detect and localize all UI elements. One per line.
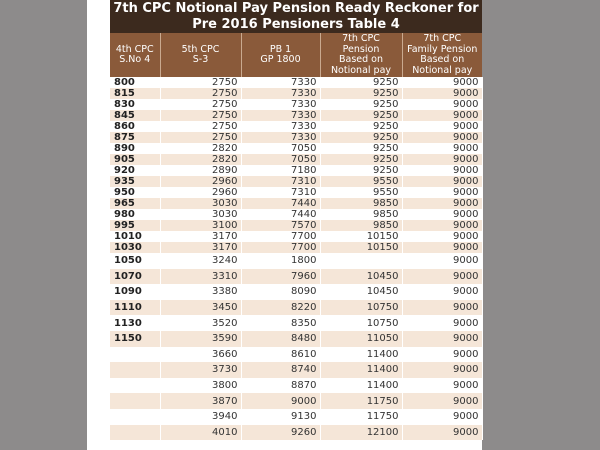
table-cell: 3240 xyxy=(160,253,241,269)
table-cell: 920 xyxy=(110,165,160,176)
table-cell: 935 xyxy=(110,176,160,187)
table-cell xyxy=(110,393,160,409)
column-header-3 xyxy=(241,33,320,77)
table-cell: 9000 xyxy=(402,209,482,220)
table-row xyxy=(110,253,482,269)
column-header-2 xyxy=(160,33,241,77)
table-cell: 9250 xyxy=(320,77,402,88)
table-cell: 8090 xyxy=(241,284,320,300)
table-cell: 9850 xyxy=(320,220,402,231)
table-cell: 3170 xyxy=(160,231,241,242)
header-line: Based on xyxy=(420,54,465,65)
table-cell: 9000 xyxy=(402,176,482,187)
table-cell: 9000 xyxy=(402,187,482,198)
table-cell: 860 xyxy=(110,121,160,132)
table-cell: 3870 xyxy=(160,393,241,409)
table-cell: 800 xyxy=(110,77,160,88)
table-row xyxy=(110,132,482,143)
table-row xyxy=(110,110,482,121)
table-cell: 3450 xyxy=(160,300,241,316)
table-row xyxy=(110,409,482,425)
table-cell: 9000 xyxy=(241,393,320,409)
table-cell: 11400 xyxy=(320,362,402,378)
table-row xyxy=(110,88,482,99)
table-cell: 10750 xyxy=(320,300,402,316)
table-cell: 10450 xyxy=(320,284,402,300)
table-cell: 3030 xyxy=(160,209,241,220)
table-cell: 8870 xyxy=(241,378,320,394)
table-cell: 9000 xyxy=(402,165,482,176)
table-cell: 3380 xyxy=(160,284,241,300)
table-cell: 1800 xyxy=(241,253,320,269)
table-cell: 2750 xyxy=(160,132,241,143)
table-cell: 7330 xyxy=(241,88,320,99)
table-cell: 9000 xyxy=(402,409,482,425)
table-cell: 2820 xyxy=(160,154,241,165)
table-cell: 7310 xyxy=(241,187,320,198)
header-line: Pension xyxy=(342,43,380,55)
table-cell: 9000 xyxy=(402,425,482,441)
table-cell xyxy=(320,253,402,269)
table-row xyxy=(110,187,482,198)
column-header-4 xyxy=(320,33,402,77)
table-cell xyxy=(110,347,160,363)
table-cell: 845 xyxy=(110,110,160,121)
table-cell: 9000 xyxy=(402,300,482,316)
table-cell: 875 xyxy=(110,132,160,143)
table-cell: 9000 xyxy=(402,154,482,165)
table-row xyxy=(110,198,482,209)
table-cell: 11750 xyxy=(320,409,402,425)
table-cell: 9000 xyxy=(402,284,482,300)
table-cell: 3730 xyxy=(160,362,241,378)
table-cell: 3170 xyxy=(160,242,241,253)
table-cell: 10150 xyxy=(320,231,402,242)
table-cell: 890 xyxy=(110,143,160,154)
table-cell: 9250 xyxy=(320,110,402,121)
table-cell: 9250 xyxy=(320,154,402,165)
table-cell: 7330 xyxy=(241,132,320,143)
table-cell xyxy=(110,425,160,441)
table-cell: 2750 xyxy=(160,88,241,99)
table-cell: 2750 xyxy=(160,99,241,110)
table-cell: 9250 xyxy=(320,132,402,143)
table-cell: 2750 xyxy=(160,77,241,88)
header-line: 4th CPC xyxy=(115,43,154,55)
table-cell: 2750 xyxy=(160,110,241,121)
table-cell: 3030 xyxy=(160,198,241,209)
table-cell: 8740 xyxy=(241,362,320,378)
table-row xyxy=(110,269,482,285)
table-row xyxy=(110,393,482,409)
table-cell: 9260 xyxy=(241,425,320,441)
table-cell: 1130 xyxy=(110,315,160,331)
table-cell: 9000 xyxy=(402,393,482,409)
table-cell: 9000 xyxy=(402,88,482,99)
table-cell: 7960 xyxy=(241,269,320,285)
table-cell: 1070 xyxy=(110,269,160,285)
table-row xyxy=(110,121,482,132)
table-row xyxy=(110,77,482,88)
table-cell: 7440 xyxy=(241,209,320,220)
header-line: Based on xyxy=(338,54,384,65)
table-row xyxy=(110,220,482,231)
table-cell: 3590 xyxy=(160,331,241,347)
table-cell xyxy=(110,378,160,394)
table-cell: 8350 xyxy=(241,315,320,331)
table-cell: 905 xyxy=(110,154,160,165)
table-cell: 9250 xyxy=(320,99,402,110)
column-header-1 xyxy=(110,33,160,77)
table-row xyxy=(110,165,482,176)
table-cell: 9250 xyxy=(320,88,402,99)
table-title xyxy=(110,0,482,33)
table-cell: 1090 xyxy=(110,284,160,300)
table-row xyxy=(110,425,482,441)
table-row xyxy=(110,176,482,187)
table-cell: 9850 xyxy=(320,209,402,220)
table-cell: 8220 xyxy=(241,300,320,316)
header-row xyxy=(110,33,482,77)
table-row xyxy=(110,242,482,253)
table-cell: 995 xyxy=(110,220,160,231)
table-cell: 9000 xyxy=(402,269,482,285)
table-cell: 9550 xyxy=(320,176,402,187)
table-cell: 8610 xyxy=(241,347,320,363)
table-cell: 9000 xyxy=(402,347,482,363)
header-line: Notional pay xyxy=(412,64,473,76)
table-row xyxy=(110,300,482,316)
table-row xyxy=(110,378,482,394)
table-cell: 10750 xyxy=(320,315,402,331)
table-cell: 12100 xyxy=(320,425,402,441)
table-cell: 1030 xyxy=(110,242,160,253)
table-cell: 10450 xyxy=(320,269,402,285)
table-cell: 9000 xyxy=(402,132,482,143)
table-cell xyxy=(110,362,160,378)
column-header-5 xyxy=(402,33,482,77)
table-row xyxy=(110,99,482,110)
table-cell: 1110 xyxy=(110,300,160,316)
table-row xyxy=(110,143,482,154)
table-row xyxy=(110,362,482,378)
table-cell: 4010 xyxy=(160,425,241,441)
table-cell: 11050 xyxy=(320,331,402,347)
table-cell: 1010 xyxy=(110,231,160,242)
table-cell: 9000 xyxy=(402,331,482,347)
table-cell: 7440 xyxy=(241,198,320,209)
table-cell: 8480 xyxy=(241,331,320,347)
table-cell: 3100 xyxy=(160,220,241,231)
table-cell: 3520 xyxy=(160,315,241,331)
table-cell: 9000 xyxy=(402,198,482,209)
table-cell: 980 xyxy=(110,209,160,220)
header-line: 7th CPC xyxy=(423,33,462,44)
table-cell: 9130 xyxy=(241,409,320,425)
table-cell: 9250 xyxy=(320,165,402,176)
table-cell: 11400 xyxy=(320,347,402,363)
table-cell: 2750 xyxy=(160,121,241,132)
table-cell: 2960 xyxy=(160,187,241,198)
header-line: GP 1800 xyxy=(260,54,301,65)
table-cell: 9000 xyxy=(402,253,482,269)
table-cell: 7330 xyxy=(241,99,320,110)
table-row xyxy=(110,315,482,331)
table-cell: 7310 xyxy=(241,176,320,187)
table-cell: 2890 xyxy=(160,165,241,176)
table-cell: 815 xyxy=(110,88,160,99)
header-line: 7th CPC xyxy=(342,33,380,44)
table-cell: 2960 xyxy=(160,176,241,187)
table-cell: 9000 xyxy=(402,378,482,394)
header-line: S.No 4 xyxy=(119,54,151,65)
table-cell: 9000 xyxy=(402,220,482,231)
table-cell: 11400 xyxy=(320,378,402,394)
table-cell: 965 xyxy=(110,198,160,209)
title-line-1: 7th CPC Notional Pay Pension Ready Reckoner for xyxy=(113,1,479,16)
table-cell: 7180 xyxy=(241,165,320,176)
table-cell: 9000 xyxy=(402,77,482,88)
table-cell: 9250 xyxy=(320,121,402,132)
table-cell: 950 xyxy=(110,187,160,198)
table-row xyxy=(110,154,482,165)
table-cell: 9000 xyxy=(402,231,482,242)
table-cell: 3310 xyxy=(160,269,241,285)
table-cell: 3800 xyxy=(160,378,241,394)
table-cell: 7330 xyxy=(241,110,320,121)
table-cell: 2820 xyxy=(160,143,241,154)
table-cell: 9000 xyxy=(402,362,482,378)
table-row xyxy=(110,209,482,220)
table-cell: 9000 xyxy=(402,143,482,154)
table-cell: 7050 xyxy=(241,154,320,165)
header-line: Family Pension xyxy=(407,43,478,55)
table-row xyxy=(110,231,482,242)
table-cell: 7330 xyxy=(241,121,320,132)
pension-table xyxy=(110,33,483,440)
table-cell: 3940 xyxy=(160,409,241,425)
title-line-2: Pre 2016 Pensioners Table 4 xyxy=(192,16,400,32)
table-row xyxy=(110,347,482,363)
header-line: S-3 xyxy=(192,54,209,65)
table-cell: 1050 xyxy=(110,253,160,269)
table-cell: 9250 xyxy=(320,143,402,154)
table-cell: 3660 xyxy=(160,347,241,363)
table-cell: 830 xyxy=(110,99,160,110)
header-line: Notional pay xyxy=(330,64,392,76)
table-cell xyxy=(110,409,160,425)
table-row xyxy=(110,331,482,347)
table-cell: 9000 xyxy=(402,110,482,121)
table-cell: 7050 xyxy=(241,143,320,154)
table-cell: 9000 xyxy=(402,121,482,132)
table-cell: 7700 xyxy=(241,231,320,242)
table-cell: 9000 xyxy=(402,315,482,331)
table-cell: 7570 xyxy=(241,220,320,231)
table-cell: 9550 xyxy=(320,187,402,198)
header-line: 5th CPC xyxy=(181,43,220,55)
table-row xyxy=(110,284,482,300)
table-cell: 7700 xyxy=(241,242,320,253)
table-cell: 9000 xyxy=(402,242,482,253)
table-cell: 7330 xyxy=(241,77,320,88)
table-cell: 10150 xyxy=(320,242,402,253)
table-cell: 9000 xyxy=(402,99,482,110)
table-cell: 11750 xyxy=(320,393,402,409)
table-cell: 1150 xyxy=(110,331,160,347)
table-cell: 9850 xyxy=(320,198,402,209)
header-line: PB 1 xyxy=(269,43,292,55)
